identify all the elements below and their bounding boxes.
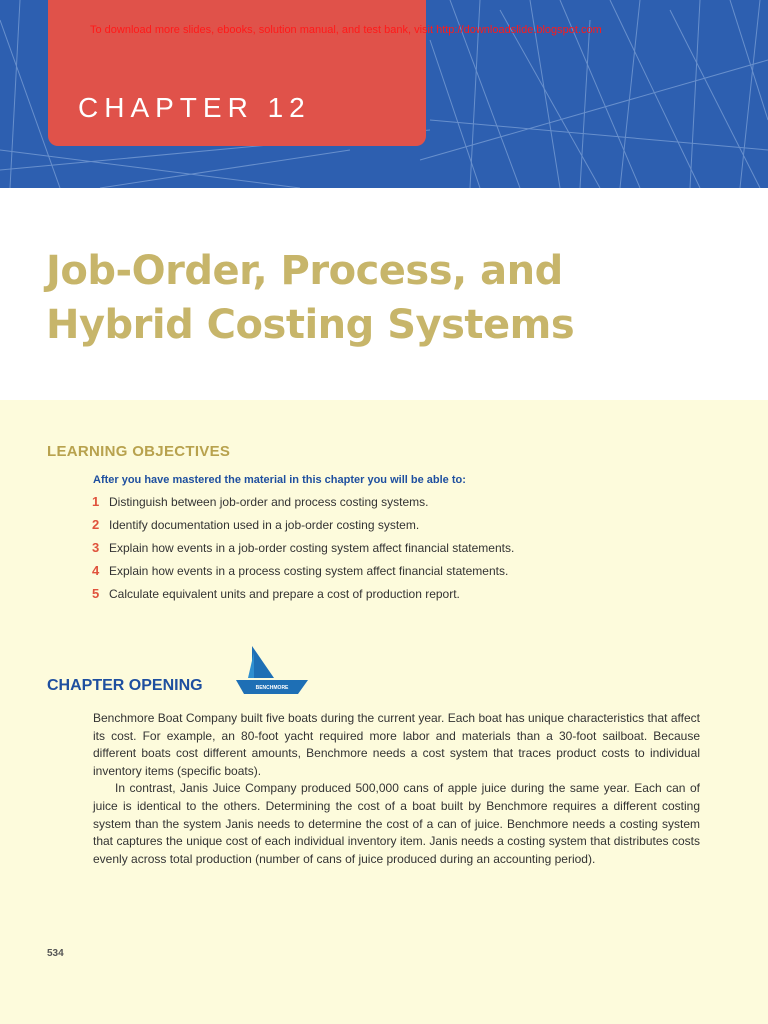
chapter-title-line-1: Job-Order, Process, and — [46, 248, 563, 294]
objective-number: 2 — [92, 517, 100, 532]
chapter-opening-text — [93, 710, 700, 868]
page-number: 534 — [47, 948, 64, 959]
learning-objective-item — [92, 517, 712, 540]
learning-objective-item — [92, 586, 712, 609]
objective-number: 3 — [92, 540, 100, 555]
chapter-opening-heading: CHAPTER OPENING — [47, 677, 203, 694]
learning-objectives-heading: LEARNING OBJECTIVES — [47, 443, 231, 460]
chapter-title — [46, 244, 746, 352]
download-note: To download more slides, ebooks, solution manual, and test bank, visit http://downloadslide.blogspot.com — [90, 24, 602, 36]
opening-paragraph: Benchmore Boat Company built five boats during the current year. Each boat has unique characteristics that affect its cost. For example, an 80-foot yacht required more labor and materials than a 30-foot sailboat. Because different boats cost different amounts, Benchmore needs a cost system that traces product costs to individual inventory items (specific boats). — [93, 711, 700, 778]
objective-number: 1 — [92, 494, 100, 509]
objective-text: Identify documentation used in a job-order costing system. — [109, 518, 420, 532]
chapter-title-line-2: Hybrid Costing Systems — [46, 302, 575, 348]
objective-number: 5 — [92, 586, 100, 601]
chapter-label: CHAPTER 12 — [78, 92, 311, 123]
objective-text: Explain how events in a job-order costing system affect financial statements. — [109, 541, 515, 555]
objective-text: Calculate equivalent units and prepare a cost of production report. — [109, 587, 460, 601]
learning-objective-item — [92, 540, 712, 563]
chapter-number-box — [48, 0, 426, 146]
learning-objectives-list — [92, 494, 712, 609]
logo-text: BENCHMORE — [255, 685, 289, 691]
learning-objective-item — [92, 563, 712, 586]
objective-text: Explain how events in a process costing system affect financial statements. — [109, 564, 509, 578]
learning-objective-item — [92, 494, 712, 517]
benchmore-boat-logo-icon — [234, 644, 310, 696]
objective-text: Distinguish between job-order and process costing systems. — [109, 495, 429, 509]
opening-paragraph: In contrast, Janis Juice Company produced 500,000 cans of apple juice during the same year. Each can of juice is identical to the others. Determining the cost of a boat built by Benchmore requires a different costing system than the system Janis needs to determine the cost of a can of juice. Benchmore needs a costing system that captures the unique cost of each individual inventory item. Janis needs a costing system that distributes costs evenly across total production (number of cans of juice produced during an accounting period). — [93, 781, 700, 866]
objective-number: 4 — [92, 563, 100, 578]
learning-objectives-intro: After you have mastered the material in this chapter you will be able to: — [93, 474, 466, 486]
